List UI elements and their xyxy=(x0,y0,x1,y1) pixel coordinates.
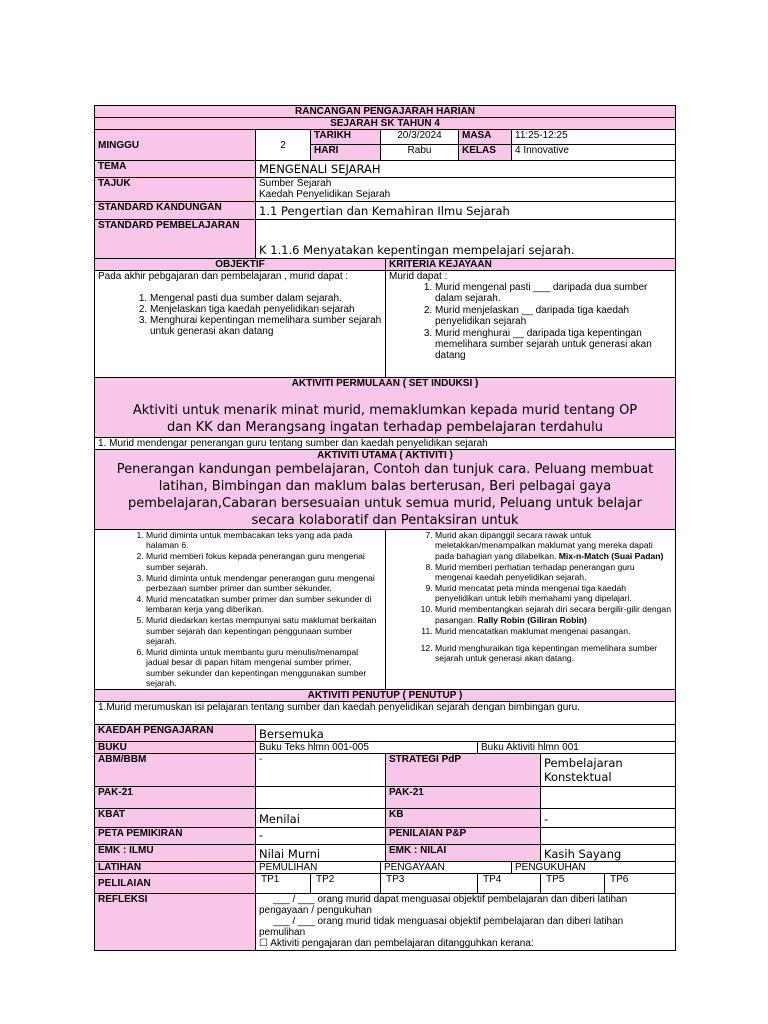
hari-value: Rabu xyxy=(381,145,459,161)
abm-value: - xyxy=(256,754,386,787)
list-item: 3. Murid diminta untuk mendengar penerangan guru mengenai perbezaan sumber primer dan sumber sekunder. xyxy=(146,573,382,594)
kb-label: KB xyxy=(386,809,541,828)
standard-pembelajaran-label: STANDARD PEMBELAJARAN xyxy=(95,220,256,259)
tajuk-label: TAJUK xyxy=(95,178,256,202)
utama-description: Penerangan kandungan pembelajaran, Contoh dan tunjuk cara. Peluang membuat latihan, Bimbingan dan maklum balas berterusan, Beri pelbagai gaya pembelajaran,Cabaran bersesuaian untuk semua murid, Peluang untuk belajar secara kolaboratif dan Pentaksiran untuk xyxy=(116,462,654,528)
hari-label: HARI xyxy=(311,145,381,161)
refleksi-line: ___ / ___ orang murid tidak menguasai objektif pembelajaran dan diberi latihan pemulihan xyxy=(259,916,624,939)
kriteria-intro: Murid dapat : xyxy=(389,271,448,282)
permulaan-item: 1. Murid mendengar penerangan guru tentang sumber dan kaedah penyelidikan sejarah xyxy=(95,438,676,450)
list-item: 6. Murid diminta untuk membantu guru menulis/menampal jadual besar di papan hitam mengenai sumber primer, sumber sekunder dan kepentingan menggunakan sumber sejarah. xyxy=(146,647,382,689)
permulaan-header: AKTIVITI PERMULAAN ( SET INDUKSI ) xyxy=(291,378,479,389)
pak21-value-right xyxy=(541,787,676,809)
kaedah-label: KAEDAH PENGAJARAN xyxy=(95,725,256,742)
penilaian-value xyxy=(541,828,676,845)
list-item: 9. Murid mencatat peta minda mengenai tiga kaedah penyelidikan untuk lebih memahami yang dipelajari. xyxy=(435,583,672,604)
kelas-value: 4 Innovative xyxy=(512,145,676,161)
list-item: 8. Murid memberi perhatian terhadap penerangan guru mengenai kaedah penyelidikan sejarah. xyxy=(435,562,672,583)
strategi-value: Pembelajaran Konstektual xyxy=(541,754,676,787)
activity-text: Murid membentangkan sejarah diri secara bergilir-gilir dengan pasangan. xyxy=(435,604,671,625)
refleksi-cell xyxy=(256,894,676,951)
objektif-list xyxy=(98,293,382,337)
emk-nilai-label: EMK : NILAI xyxy=(386,845,541,862)
tarikh-value: 20/3/2024 xyxy=(381,130,459,145)
masa-label: MASA xyxy=(459,130,512,145)
list-item: 3. Murid menghurai __ daripada tiga kepentingan memelihara sumber sejarah untuk generasi akan datang xyxy=(435,328,672,361)
utama-left-list xyxy=(98,530,382,689)
peta-pemikiran-value: - xyxy=(256,828,386,845)
list-item xyxy=(435,530,672,561)
list-item: 11. Murid mencatatkan maklumat mengenai pasangan. xyxy=(435,626,672,636)
list-item: 2. Murid menjelaskan __ daripada tiga kaedah penyelidikan sejarah xyxy=(435,305,672,327)
tajuk-value xyxy=(256,178,676,202)
tp4: TP4 xyxy=(478,874,541,894)
pak21-value xyxy=(256,787,386,809)
utama-header: AKTIVITI UTAMA ( AKTIVITI ) xyxy=(317,450,453,461)
plan-subtitle: SEJARAH SK TAHUN 4 xyxy=(95,118,676,130)
buku-teks: Buku Teks hlmn 001-005 xyxy=(256,742,478,754)
list-item: 3. Menghurai kepentingan memelihara sumber sejarah untuk generasi akan datang xyxy=(150,315,382,337)
tp1: TP1 xyxy=(256,874,311,894)
kriteria-header: KRITERIA KEJAYAAN xyxy=(386,259,676,271)
utama-section xyxy=(95,450,676,530)
minggu-value: 2 xyxy=(256,130,311,161)
standard-kandungan-value: 1.1 Pengertian dan Kemahiran Ilmu Sejarah xyxy=(256,202,676,220)
kelas-label: KELAS xyxy=(459,145,512,161)
kriteria-list xyxy=(389,282,672,361)
utama-right-list xyxy=(389,530,672,664)
activity-strategy: Rally Robin (Giliran Robin) xyxy=(477,614,587,625)
strategi-label: STRATEGI PdP xyxy=(386,754,541,787)
standard-kandungan-label: STANDARD KANDUNGAN xyxy=(95,202,256,220)
objektif-cell xyxy=(95,271,386,378)
tarikh-label: TARIKH xyxy=(311,130,381,145)
list-item: 1. Mengenal pasti dua sumber dalam sejarah. xyxy=(150,293,382,304)
utama-right-cell xyxy=(386,530,676,690)
abm-label: ABM/BBM xyxy=(95,754,256,787)
latihan-label: LATIHAN xyxy=(95,862,256,874)
penilaian-label: PENILAIAN P&P xyxy=(386,828,541,845)
tp2: TP2 xyxy=(311,874,381,894)
emk-nilai-value: Kasih Sayang xyxy=(541,845,676,862)
refleksi-label: REFLEKSI xyxy=(95,894,256,951)
pelilaian-label: PELILAIAN xyxy=(95,874,256,894)
objektif-intro: Pada akhir pebgajaran dan pembelajaran , murid dapat : xyxy=(98,271,349,282)
latihan-pengukuhan: PENGUKUHAN xyxy=(512,862,676,874)
tema-value: MENGENALI SEJARAH xyxy=(256,161,676,178)
list-item: 1. Murid mengenal pasti ___ daripada dua sumber dalam sejarah. xyxy=(435,282,672,304)
objektif-header: OBJEKTIF xyxy=(95,259,386,271)
pak21-label: PAK-21 xyxy=(95,787,256,809)
standard-pembelajaran-value: K 1.1.6 Menyatakan kepentingan mempelajari sejarah. xyxy=(256,220,676,259)
buku-aktiviti: Buku Aktiviti hlmn 001 xyxy=(478,742,676,754)
latihan-pemulihan: PEMULIHAN xyxy=(256,862,381,874)
tema-label: TEMA xyxy=(95,161,256,178)
lesson-plan-table xyxy=(94,105,676,951)
list-item: 2. Murid memberi fokus kepada penerangan guru mengenai sumber sejarah. xyxy=(146,551,382,572)
utama-left-cell xyxy=(95,530,386,690)
list-item: 4. Murid mencatatkan sumber primer dan sumber sekunder di lembaran kerja yang diberikan. xyxy=(146,594,382,615)
minggu-label: MINGGU xyxy=(95,130,256,161)
list-item: 12. Murid menghuraikan tiga kepentingan memelihara sumber sejarah untuk generasi akan datang. xyxy=(435,643,672,664)
tp5: TP5 xyxy=(541,874,605,894)
pak21-label-right: PAK-21 xyxy=(386,787,541,809)
kbat-label: KBAT xyxy=(95,809,256,828)
refleksi-line: ☐ Aktiviti pengajaran dan pembelajaran ditangguhkan kerana: xyxy=(259,938,534,950)
tp3: TP3 xyxy=(381,874,478,894)
list-item xyxy=(435,604,672,625)
kaedah-value: Bersemuka xyxy=(256,725,676,742)
penutup-item: 1.Murid merumuskan isi pelajaran tentang sumber dan kaedah penyelidikan sejarah dengan bimbingan guru. xyxy=(95,702,676,725)
tajuk-line: Sumber Sejarah xyxy=(259,178,332,189)
kriteria-cell xyxy=(386,271,676,378)
tp6: TP6 xyxy=(605,874,676,894)
permulaan-section xyxy=(95,378,676,438)
penutup-header: AKTIVITI PENUTUP ( PENUTUP ) xyxy=(95,690,676,702)
activity-text: Murid akan dipanggil secara rawak untuk meletakkan/menampalkan maklumat yang mereka dapati pada bahagian yang dilabelkan. xyxy=(435,530,653,561)
emk-ilmu-label: EMK : ILMU xyxy=(95,845,256,862)
list-item: 1. Murid diminta untuk membacakan teks yang ada pada halaman 6. xyxy=(146,530,382,551)
list-item: 2. Menjelaskan tiga kaedah penyelidikan sejarah xyxy=(150,304,382,315)
kb-value: - xyxy=(541,809,676,828)
activity-strategy: Mix-n-Match (Suai Padan) xyxy=(558,550,664,561)
list-item: 5. Murid diedarkan kertas mempunyai satu maklumat berkaitan sumber sejarah dan kepentingan penggunaan sumber sejarah. xyxy=(146,615,382,646)
buku-label: BUKU xyxy=(95,742,256,754)
tajuk-line: Kaedah Penyelidikan Sejarah xyxy=(259,189,391,200)
lesson-plan-sheet xyxy=(94,105,675,951)
refleksi-line: ___ / ___ orang murid dapat menguasai objektif pembelajaran dan diberi latihan pengayaan / pengukuhan xyxy=(259,894,628,917)
masa-value: 11:25-12:25 xyxy=(512,130,676,145)
emk-ilmu-value: Nilai Murni xyxy=(256,845,386,862)
permulaan-description: Aktiviti untuk menarik minat murid, memaklumkan kepada murid tentang OP dan KK dan Merangsang ingatan terhadap pembelajaran terdahulu xyxy=(132,403,638,435)
plan-title: RANCANGAN PENGAJARAH HARIAN xyxy=(95,106,676,118)
latihan-pengayaan: PENGAYAAN xyxy=(381,862,512,874)
kbat-value: Menilai xyxy=(256,809,386,828)
peta-pemikiran-label: PETA PEMIKIRAN xyxy=(95,828,256,845)
